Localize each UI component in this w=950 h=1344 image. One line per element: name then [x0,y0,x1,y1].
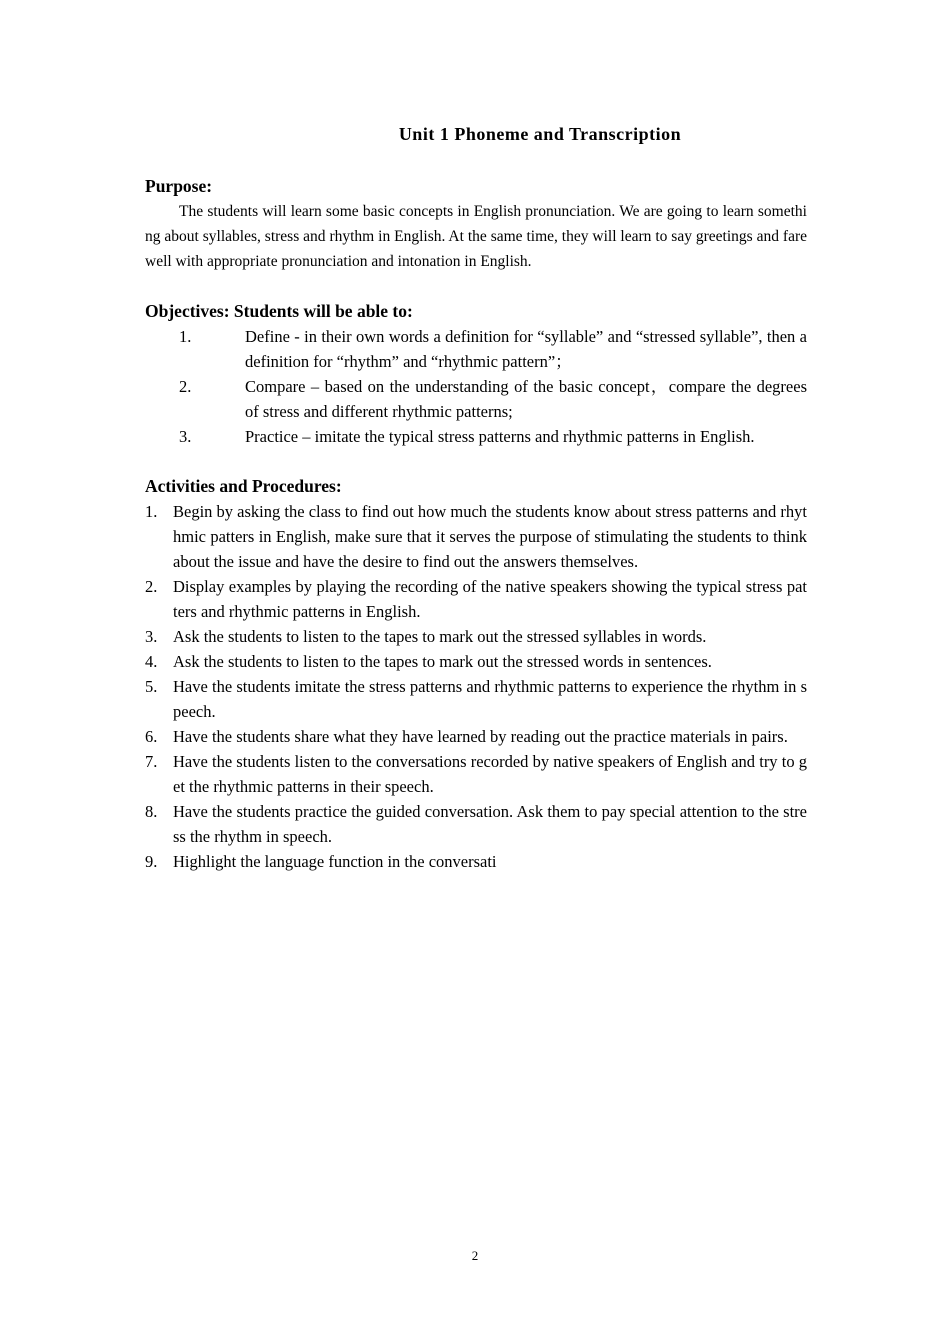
objective-item [145,324,807,374]
activity-text: Highlight the language function in the conversati [173,852,497,871]
page-number: 2 [471,1248,479,1263]
activity-item [145,749,807,799]
activity-item [145,724,807,749]
document-body [145,174,807,874]
activity-number: 2. [145,577,158,596]
purpose-heading: Purpose: [145,176,213,196]
objective-text: Practice – imitate the typical stress patterns and rhythmic patterns in English. [245,427,755,446]
purpose-paragraph: The students will learn some basic concepts in English pronunciation. We are going to learn something about syllables, stress and rhythm in English. At the same time, they will learn to say greetings and farewell with appropriate pronunciation and intonation in English. [145,203,807,270]
activity-item [145,499,807,574]
activity-text: Ask the students to listen to the tapes to mark out the stressed syllables in words. [173,627,707,646]
activity-text: Have the students share what they have learned by reading out the practice materials in pairs. [173,727,788,746]
activity-item [145,624,807,649]
activity-number: 4. [145,652,158,671]
objective-item [145,424,807,449]
activity-text: Have the students practice the guided conversation. Ask them to pay special attention to the stress the rhythm in speech. [173,802,807,846]
activity-number: 9. [145,852,158,871]
objective-number: 3. [179,427,192,446]
objectives-list [145,324,807,449]
activity-number: 6. [145,727,158,746]
activity-item [145,674,807,724]
activities-heading: Activities and Procedures: [145,476,342,496]
activity-text: Ask the students to listen to the tapes to mark out the stressed words in sentences. [173,652,712,671]
activity-item [145,574,807,624]
objective-text: Define - in their own words a definition for “syllable” and “stressed syllable”, then a definition for “rhythm” and “rhythmic pattern”； [245,327,807,371]
activity-text: Have the students listen to the conversations recorded by native speakers of English and try to get the rhythmic patterns in their speech. [173,752,807,796]
activity-number: 5. [145,677,158,696]
activity-number: 8. [145,802,158,821]
activity-number: 1. [145,502,158,521]
activity-item [145,649,807,674]
activities-list [145,499,807,874]
activity-item [145,849,807,874]
objectives-heading: Objectives: Students will be able to: [145,301,413,321]
objective-text: Compare – based on the understanding of the basic concept，compare the degrees of stress and different rhythmic patterns; [245,377,807,421]
objective-number: 1. [179,327,192,346]
objective-number: 2. [179,377,192,396]
activity-text: Display examples by playing the recording of the native speakers showing the typical stress patters and rhythmic patterns in English. [173,577,807,621]
activity-item [145,799,807,849]
activity-text: Begin by asking the class to find out how much the students know about stress patterns and rhythmic patters in English, make sure that it serves the purpose of stimulating the students to think about the issue and have the desire to find out the answers themselves. [173,502,807,571]
activity-text: Have the students imitate the stress patterns and rhythmic patterns to experience the rhythm in speech. [173,677,807,721]
objective-item [145,374,807,424]
activity-number: 3. [145,627,158,646]
activity-number: 7. [145,752,158,771]
page-title: Unit 1 Phoneme and Transcription [398,124,682,144]
